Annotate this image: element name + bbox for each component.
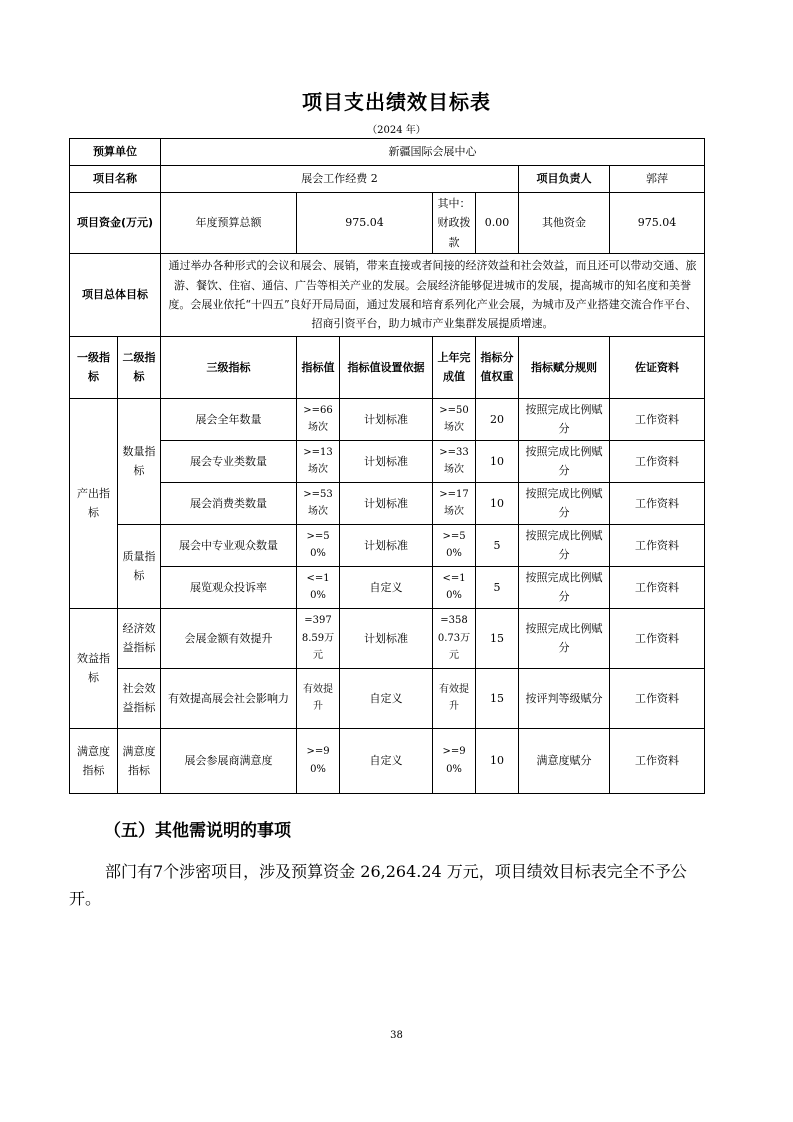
other-funds-value: 975.04 xyxy=(610,193,705,254)
scoring-rule: 按照完成比例赋分 xyxy=(519,482,610,524)
evidence: 工作资料 xyxy=(610,524,705,566)
level1-indicator: 效益指标 xyxy=(70,608,118,728)
indicator-value: >=66场次 xyxy=(297,398,340,440)
col-header: 佐证资料 xyxy=(610,336,705,398)
table-row xyxy=(70,728,705,793)
indicator-weight: 5 xyxy=(476,566,519,608)
table-row xyxy=(70,524,705,566)
other-funds-label: 其他资金 xyxy=(519,193,610,254)
level1-indicator: 产出指标 xyxy=(70,398,118,608)
col-header: 指标值 xyxy=(297,336,340,398)
budget-unit-label: 预算单位 xyxy=(70,139,161,166)
evidence: 工作资料 xyxy=(610,398,705,440)
col-header: 指标值设置依据 xyxy=(340,336,433,398)
project-name-value: 展会工作经费 2 xyxy=(161,166,519,193)
scoring-rule: 按照完成比例赋分 xyxy=(519,524,610,566)
col-header: 一级指标 xyxy=(70,336,118,398)
level3-indicator: 展会中专业观众数量 xyxy=(161,524,297,566)
evidence: 工作资料 xyxy=(610,566,705,608)
annual-total-label: 年度预算总额 xyxy=(161,193,297,254)
fiscal-value: 0.00 xyxy=(476,193,519,254)
table-row xyxy=(70,668,705,728)
level3-indicator: 有效提高展会社会影响力 xyxy=(161,668,297,728)
page-title: 项目支出绩效目标表 xyxy=(302,90,491,114)
indicator-weight: 15 xyxy=(476,608,519,668)
indicator-value: 有效提升 xyxy=(297,668,340,728)
indicator-basis: 计划标准 xyxy=(340,524,433,566)
project-owner-label: 项目负责人 xyxy=(519,166,610,193)
indicator-basis: 计划标准 xyxy=(340,482,433,524)
scoring-rule: 按评判等级赋分 xyxy=(519,668,610,728)
fiscal-label: 其中：财政拨款 xyxy=(433,193,476,254)
table-row xyxy=(70,482,705,524)
previous-value: <=10% xyxy=(433,566,476,608)
level2-indicator: 经济效益指标 xyxy=(118,608,161,668)
project-owner-value: 郭萍 xyxy=(610,166,705,193)
section-heading: （五）其他需说明的事项 xyxy=(104,821,291,841)
evidence: 工作资料 xyxy=(610,668,705,728)
level2-indicator: 满意度指标 xyxy=(118,728,161,793)
level2-indicator: 数量指标 xyxy=(118,398,161,524)
previous-value: >=17场次 xyxy=(433,482,476,524)
table-row xyxy=(70,440,705,482)
col-header: 三级指标 xyxy=(161,336,297,398)
col-header: 二级指标 xyxy=(118,336,161,398)
indicator-value: <=10% xyxy=(297,566,340,608)
previous-value: >=50% xyxy=(433,524,476,566)
col-header: 指标赋分规则 xyxy=(519,336,610,398)
previous-value: >=90% xyxy=(433,728,476,793)
col-header: 上年完成值 xyxy=(433,336,476,398)
indicator-basis: 计划标准 xyxy=(340,440,433,482)
indicator-value: >=53场次 xyxy=(297,482,340,524)
indicator-basis: 计划标准 xyxy=(340,398,433,440)
indicator-weight: 5 xyxy=(476,524,519,566)
table-row xyxy=(70,398,705,440)
indicator-weight: 20 xyxy=(476,398,519,440)
project-funds-label: 项目资金(万元) xyxy=(70,193,161,254)
table-row xyxy=(70,566,705,608)
scoring-rule: 满意度赋分 xyxy=(519,728,610,793)
scoring-rule: 按照完成比例赋分 xyxy=(519,608,610,668)
previous-value: >=33场次 xyxy=(433,440,476,482)
indicator-weight: 10 xyxy=(476,728,519,793)
indicator-basis: 自定义 xyxy=(340,728,433,793)
evidence: 工作资料 xyxy=(610,440,705,482)
overall-goal-text: 通过举办各种形式的会议和展会、展销，带来直接或者间接的经济效益和社会效益，而且还可以带动交通、旅游、餐饮、住宿、通信、广告等相关产业的发展。会展经济能够促进城市的发展，提高城市的知名度和美誉度。会展业依托“十四五”良好开局局面，通过发展和培育系列化产业会展，为城市及产业搭建交流合作平台、招商引资平台，助力城市产业集群发展提质增速。 xyxy=(161,253,705,336)
previous-value: >=50场次 xyxy=(433,398,476,440)
indicator-weight: 10 xyxy=(476,440,519,482)
level3-indicator: 会展金额有效提升 xyxy=(161,608,297,668)
indicator-basis: 自定义 xyxy=(340,566,433,608)
level2-indicator: 质量指标 xyxy=(118,524,161,608)
overall-goal-label: 项目总体目标 xyxy=(70,253,161,336)
annual-total-value: 975.04 xyxy=(297,193,433,254)
indicator-value: >=90% xyxy=(297,728,340,793)
indicator-value: >=50% xyxy=(297,524,340,566)
indicator-basis: 自定义 xyxy=(340,668,433,728)
budget-unit-value: 新疆国际会展中心 xyxy=(161,139,705,166)
evidence: 工作资料 xyxy=(610,728,705,793)
table-year: （2024 年） xyxy=(367,125,426,136)
level2-indicator: 社会效益指标 xyxy=(118,668,161,728)
page-number: 38 xyxy=(390,1030,403,1041)
level3-indicator: 展览观众投诉率 xyxy=(161,566,297,608)
indicator-weight: 10 xyxy=(476,482,519,524)
level3-indicator: 展会全年数量 xyxy=(161,398,297,440)
table-row xyxy=(70,608,705,668)
scoring-rule: 按照完成比例赋分 xyxy=(519,440,610,482)
evidence: 工作资料 xyxy=(610,608,705,668)
level3-indicator: 展会专业类数量 xyxy=(161,440,297,482)
col-header: 指标分值权重 xyxy=(476,336,519,398)
previous-value: =3580.73万元 xyxy=(433,608,476,668)
level1-indicator: 满意度指标 xyxy=(70,728,118,793)
body-paragraph: 部门有7个涉密项目，涉及预算资金 26,264.24 万元，项目绩效目标表完全不予公开。 xyxy=(69,862,687,908)
scoring-rule: 按照完成比例赋分 xyxy=(519,566,610,608)
indicator-weight: 15 xyxy=(476,668,519,728)
indicator-value: =3978.59万元 xyxy=(297,608,340,668)
indicator-basis: 计划标准 xyxy=(340,608,433,668)
indicator-value: >=13场次 xyxy=(297,440,340,482)
scoring-rule: 按照完成比例赋分 xyxy=(519,398,610,440)
level3-indicator: 展会参展商满意度 xyxy=(161,728,297,793)
evidence: 工作资料 xyxy=(610,482,705,524)
project-name-label: 项目名称 xyxy=(70,166,161,193)
previous-value: 有效提升 xyxy=(433,668,476,728)
level3-indicator: 展会消费类数量 xyxy=(161,482,297,524)
performance-table xyxy=(69,138,705,794)
